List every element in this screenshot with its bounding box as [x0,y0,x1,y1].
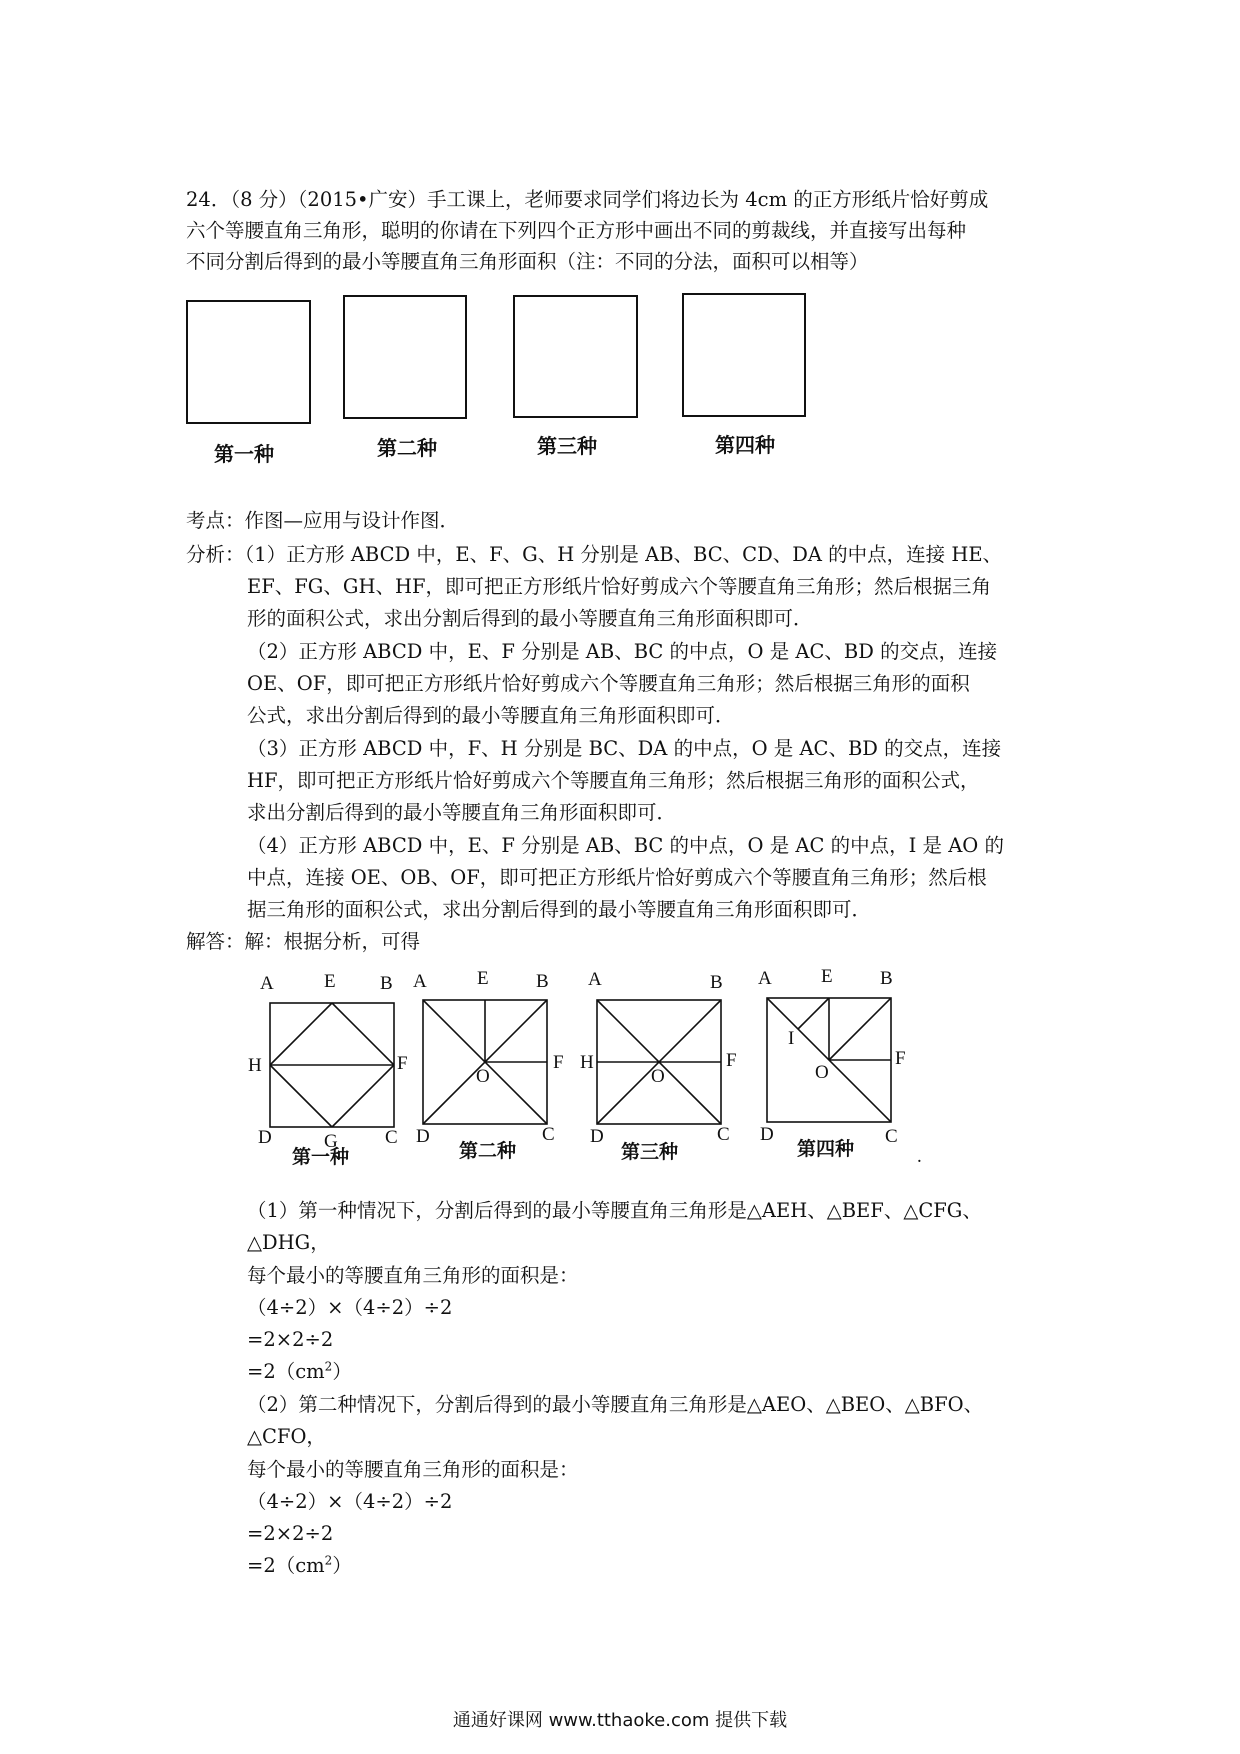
blank-caption-2: 第二种 [377,436,437,460]
fig1-label-D: D [258,1127,272,1148]
blank-caption-3: 第三种 [537,434,597,458]
kaodian: 考点：作图—应用与设计作图． [186,509,460,532]
blank-square-3 [513,295,638,418]
fig2-label-B: B [536,971,549,992]
fig1-label-G: G [324,1131,338,1152]
fig2-label-D: D [416,1126,430,1147]
analysis-p3-line3: 求出分割后得到的最小等腰直角三角形面积即可． [247,801,677,824]
figure-4 [758,966,906,1160]
analysis-p4-line2: 中点，连接 OE、OB、OF，即可把正方形纸片恰好剪成六个等腰直角三角形；然后根 [247,866,987,889]
analysis-p4-line1: （4）正方形 ABCD 中，E、F 分别是 AB、BC 的中点，O 是 AC 的中点，I 是 AO 的 [247,834,1004,857]
fig1-label-B: B [380,973,393,994]
question-line-3: 不同分割后得到的最小等腰直角三角形面积（注：不同的分法，面积可以相等） [186,250,869,273]
fig3-label-D: D [590,1126,604,1147]
solution-c1-calc2: =2×2÷2 [247,1328,334,1351]
fig3-label-A: A [588,969,602,990]
blank-caption-1: 第一种 [214,442,274,466]
fig4-label-B: B [880,968,893,989]
solution-c2-calc1: （4÷2）×（4÷2）÷2 [247,1490,453,1513]
question-line-1: 24．（8 分）（2015•广安）手工课上，老师要求同学们将边长为 4cm 的正方形纸片恰好剪成 [186,188,989,211]
fig2-label-E: E [477,968,489,989]
fig4-label-O: O [815,1062,829,1083]
fig2-caption: 第二种 [459,1140,517,1162]
fig1-label-C: C [385,1127,398,1148]
fig3-label-O: O [651,1066,665,1087]
solution-c1-line1: （1）第一种情况下，分割后得到的最小等腰直角三角形是△AEH、△BEF、△CFG、 [247,1199,982,1222]
fig4-label-C: C [885,1126,898,1147]
fig4-label-I: I [788,1028,795,1049]
fig3-label-B: B [710,972,723,993]
blank-square-4 [682,293,806,417]
analysis-p1-line3: 形的面积公式，求出分割后得到的最小等腰直角三角形面积即可． [247,607,813,630]
analysis-p2-line3: 公式，求出分割后得到的最小等腰直角三角形面积即可． [247,704,735,727]
solution-c1-line3: 每个最小的等腰直角三角形的面积是： [247,1264,579,1287]
fig3-label-C: C [717,1124,730,1145]
fig4-caption: 第四种 [797,1138,855,1160]
fig1-label-A: A [260,973,274,994]
fig4-label-A: A [758,968,772,989]
fig4-label-F: F [895,1048,906,1069]
fig2-label-C: C [542,1124,555,1145]
solution-figures [240,965,940,1170]
question-line-2: 六个等腰直角三角形，聪明的你请在下列四个正方形中画出不同的剪裁线，并直接写出每种 [186,219,967,242]
fig1-label-F: F [397,1053,408,1074]
fig1-caption: 第一种 [292,1146,350,1168]
fig1-label-E: E [324,971,336,992]
fig3-caption: 第三种 [621,1141,679,1163]
fig4-label-E: E [821,966,833,987]
analysis-p1-line2: EF、FG、GH、HF，即可把正方形纸片恰好剪成六个等腰直角三角形；然后根据三角 [247,575,991,598]
fig3-label-H: H [580,1052,594,1073]
figure-trailing-dot: . [917,1146,922,1167]
solution-c2-line2: △CFO， [247,1425,326,1448]
figure-1 [248,971,408,1168]
solution-c1-line2: △DHG， [247,1231,330,1254]
solution-c2-line3: 每个最小的等腰直角三角形的面积是： [247,1458,579,1481]
page-footer: 通通好课网 www.tthaoke.com 提供下载 [452,1710,788,1731]
fig2-label-O: O [476,1066,490,1087]
answer-intro: 解答：解：根据分析，可得 [186,930,421,953]
solution-c2-calc2: =2×2÷2 [247,1522,334,1545]
solution-c1-calc1: （4÷2）×（4÷2）÷2 [247,1296,453,1319]
analysis-p2-line2: OE、OF，即可把正方形纸片恰好剪成六个等腰直角三角形；然后根据三角形的面积 [247,672,970,695]
fig1-label-H: H [248,1055,262,1076]
solution-c2-line1: （2）第二种情况下，分割后得到的最小等腰直角三角形是△AEO、△BEO、△BFO、 [247,1393,984,1416]
analysis-p2-line1: （2）正方形 ABCD 中，E、F 分别是 AB、BC 的中点，O 是 AC、BD 的交点，连接 [247,640,998,663]
analysis-p1-line1: 分析：（1）正方形 ABCD 中，E、F、G、H 分别是 AB、BC、CD、DA 的中点，连接 HE、 [186,543,1003,566]
blank-square-1 [186,300,311,424]
fig3-label-F: F [726,1050,737,1071]
solution-c2-calc3: $=2(cm^2)$ [247,1553,352,1577]
blank-square-2 [343,295,467,419]
blank-caption-4: 第四种 [715,433,775,457]
fig2-label-F: F [553,1052,564,1073]
figure-3 [580,969,737,1163]
figure-2 [413,968,564,1162]
fig4-label-D: D [760,1124,774,1145]
solution-c1-calc3: $=2(cm^2)$ [247,1359,352,1383]
analysis-p3-line1: （3）正方形 ABCD 中，F、H 分别是 BC、DA 的中点，O 是 AC、BD 的交点，连接 [247,737,1002,760]
analysis-p4-line3: 据三角形的面积公式，求出分割后得到的最小等腰直角三角形面积即可． [247,898,872,921]
fig2-label-A: A [413,971,427,992]
analysis-p3-line2: HF，即可把正方形纸片恰好剪成六个等腰直角三角形；然后根据三角形的面积公式， [247,769,980,792]
